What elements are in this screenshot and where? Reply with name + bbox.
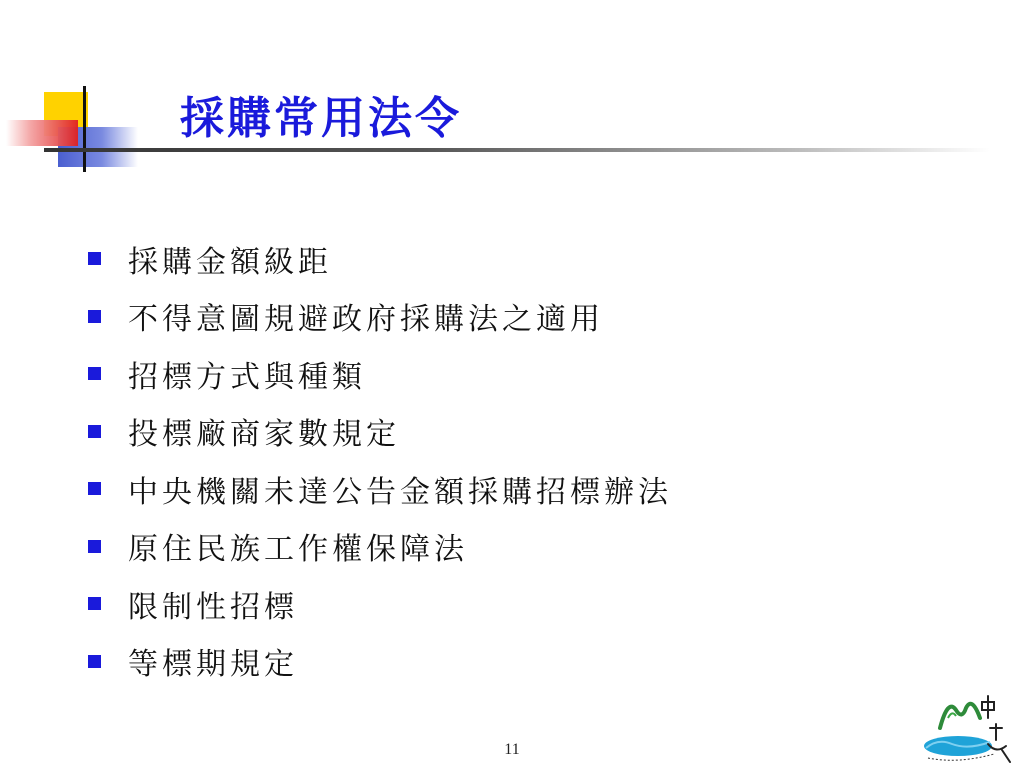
bullet-text: 不得意圖規避政府採購法之適用 [128,302,604,338]
square-bullet-icon [88,425,101,438]
bullet-item [88,230,672,288]
bullet-item [88,460,672,518]
bullet-text: 採購金額級距 [128,244,332,280]
slide-title: 採購常用法令 [180,93,462,144]
bullet-item [88,345,672,403]
bullet-item [88,575,672,633]
bullet-text: 投標廠商家數規定 [128,417,400,453]
square-bullet-icon [88,310,101,323]
bullet-text: 中央機關未達公告金額採購招標辦法 [128,474,672,510]
square-bullet-icon [88,597,101,610]
square-bullet-icon [88,367,101,380]
bullet-text: 限制性招標 [128,589,298,625]
vertical-rule [83,86,86,172]
bullet-text: 原住民族工作權保障法 [128,532,468,568]
square-bullet-icon [88,655,101,668]
page-number: 11 [504,741,520,758]
bullet-item [88,403,672,461]
bullet-list [88,230,672,690]
square-bullet-icon [88,540,101,553]
bullet-text: 等標期規定 [128,647,298,683]
bullet-text: 招標方式與種類 [128,359,366,395]
title-underline-rule [44,148,990,152]
red-bar-decoration [6,120,78,146]
square-bullet-icon [88,482,101,495]
square-bullet-icon [88,252,101,265]
bullet-item [88,518,672,576]
mountain-lake-logo-icon [918,688,1016,766]
bullet-item [88,288,672,346]
bullet-item [88,633,672,691]
